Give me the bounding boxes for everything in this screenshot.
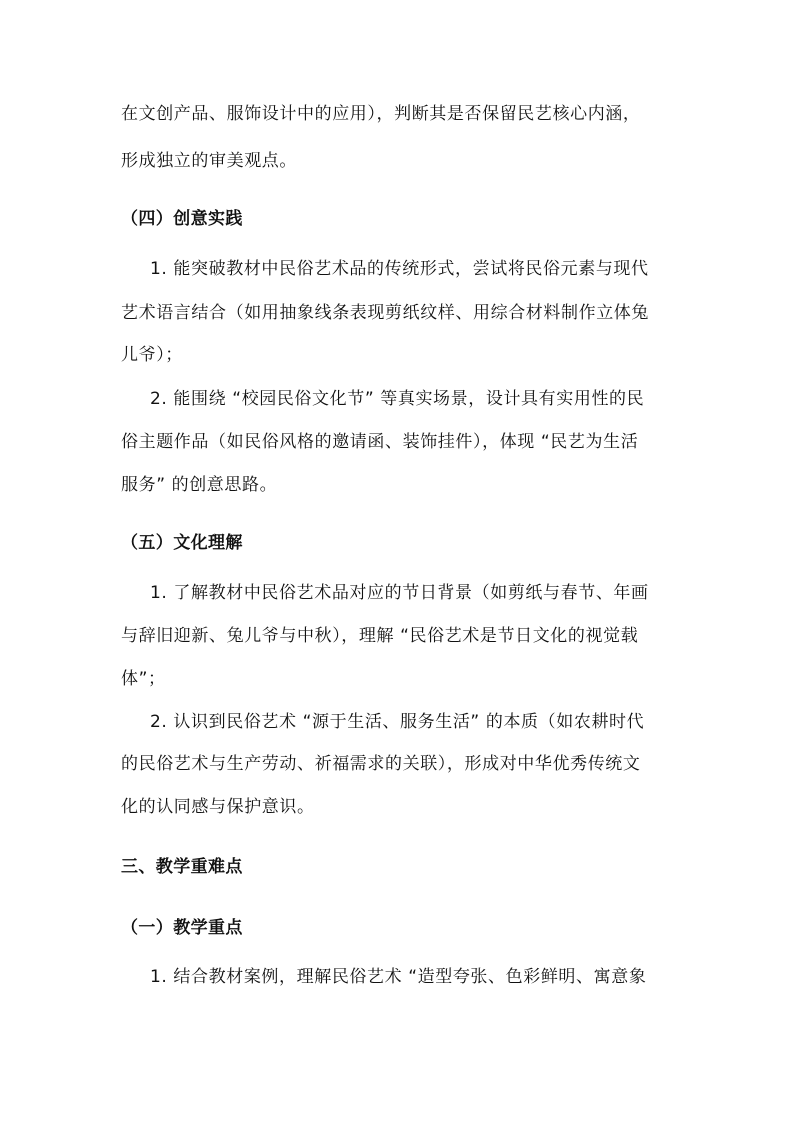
paragraph-line: 服务” 的创意思路。 [121,475,278,495]
sub-heading-teaching-key-points: （一）教学重点 [121,918,243,938]
paragraph-line: 在文创产品、服饰设计中的应用），判断其是否保留民艺核心内涵， [121,104,641,124]
section-heading-cultural-understanding: （五）文化理解 [121,533,243,553]
paragraph-line: 艺术语言结合（如用抽象线条表现剪纸纹样、用综合材料制作立体兔 [121,303,649,323]
paragraph-line: 儿爷）； [121,345,183,365]
paragraph-line: 2. 认识到民俗艺术 “源于生活、服务生活” 的本质（如农耕时代 [150,712,645,732]
paragraph-line: 2. 能围绕 “校园民俗文化节” 等真实场景，设计具有实用性的民 [150,389,645,409]
paragraph-line: 体”； [121,669,166,689]
paragraph-line: 化的认同感与保护意识。 [121,797,315,817]
section-heading-creative-practice: （四）创意实践 [121,209,243,229]
paragraph-line: 1. 能突破教材中民俗艺术品的传统形式，尝试将民俗元素与现代 [150,259,649,279]
paragraph-line: 1. 了解教材中民俗艺术品对应的节日背景（如剪纸与春节、年画 [150,583,649,603]
paragraph-line: 与辞旧迎新、兔儿爷与中秋），理解 “民俗艺术是节日文化的视觉载 [121,626,639,646]
part-heading-teaching-focus: 三、教学重难点 [121,857,243,877]
paragraph-line: 1. 结合教材案例，理解民俗艺术 “造型夸张、色彩鲜明、寓意象 [150,967,647,987]
paragraph-line: 形成独立的审美观点。 [121,151,297,171]
paragraph-line: 的民俗艺术与生产劳动、祈福需求的关联），形成对中华优秀传统文 [121,754,641,774]
paragraph-line: 俗主题作品（如民俗风格的邀请函、装饰挂件），体现 “民艺为生活 [121,432,639,452]
